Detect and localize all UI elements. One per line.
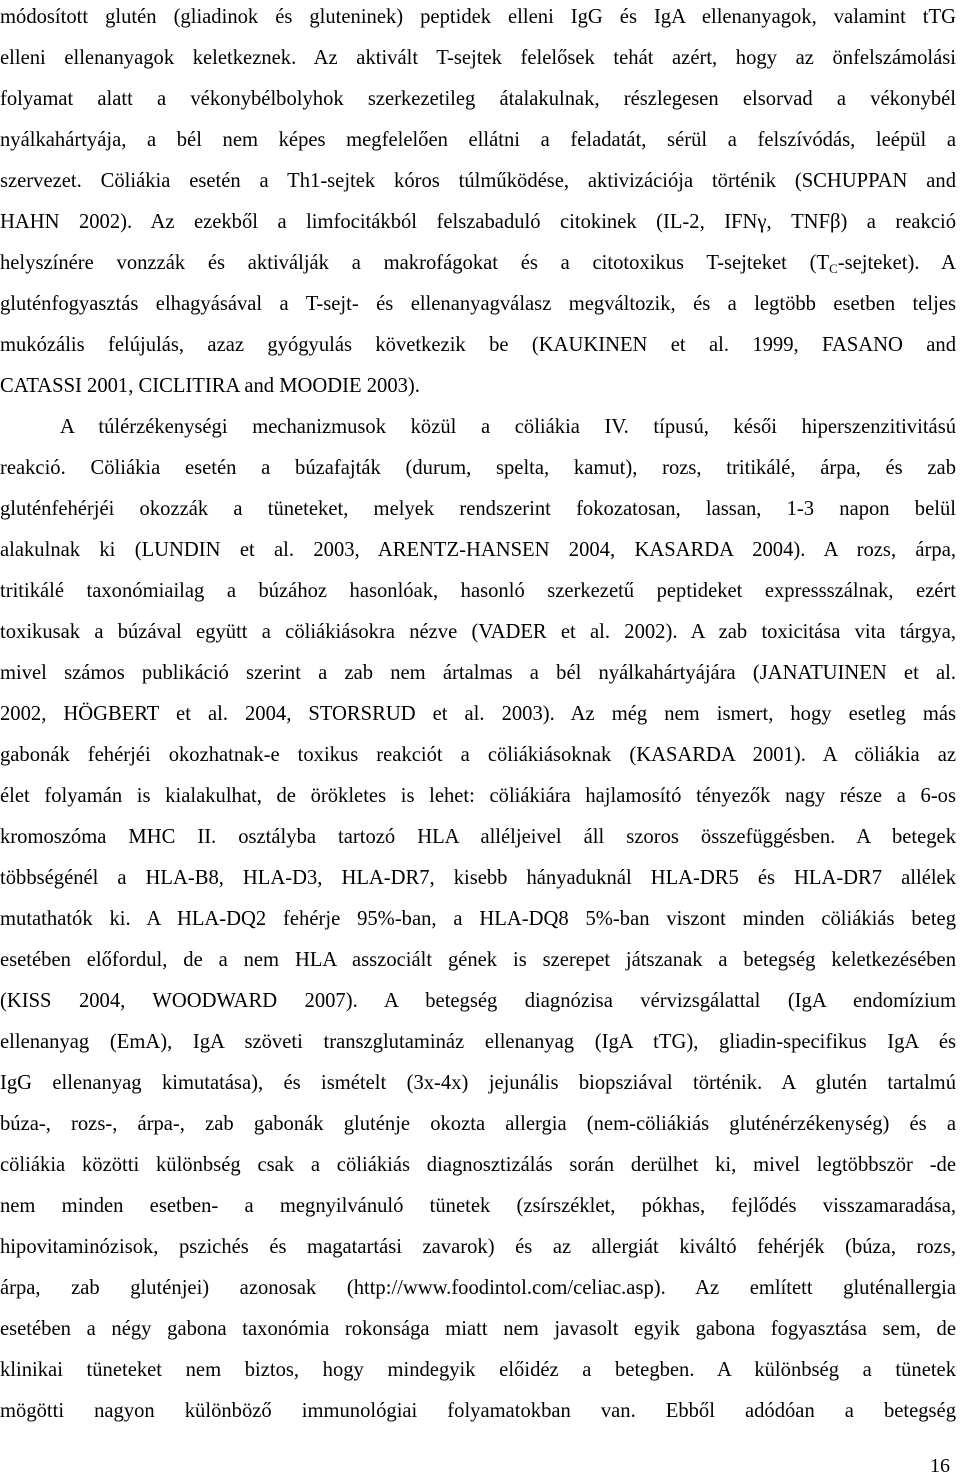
text-line: búza-, rozs-, árpa-, zab gabonák gluténje okozta allergia (nem-cöliákiás gluténérzékenység) és a	[0, 1113, 956, 1135]
text-line: elleni ellenanyagok keletkeznek. Az aktivált T-sejtek felelősek tehát azért, hogy az önfelszámolási	[0, 47, 956, 69]
text-line: szervezet. Cöliákia esetén a Th1-sejtek kóros túlműködése, aktivizációja történik (SCHUPPAN and	[0, 170, 956, 192]
text-line: gabonák fehérjéi okozhatnak-e toxikus reakciót a cöliákiásoknak (KASARDA 2001). A cöliákia az	[0, 744, 956, 766]
text-line: CATASSI 2001, CICLITIRA and MOODIE 2003).	[0, 375, 420, 397]
text-line: mögötti nagyon különböző immunológiai folyamatokban van. Ebből adódóan a betegség	[0, 1400, 956, 1422]
text-line: árpa, zab gluténjei) azonosak (http://www.foodintol.com/celiac.asp). Az említett gluténallergia	[0, 1277, 956, 1299]
text-line: ellenanyag (EmA), IgA szöveti transzglutamináz ellenanyag (IgA tTG), gliadin-specifikus IgA és	[0, 1031, 956, 1053]
text-line: IgG ellenanyag kimutatása), és ismételt (3x-4x) jejunális biopsziával történik. A glutén tartalmú	[0, 1072, 956, 1094]
text-line: módosított glutén (gliadinok és gluteninek) peptidek elleni IgG és IgA ellenanyagok, valamint tTG	[0, 6, 956, 28]
subscript: C	[829, 261, 838, 276]
text-line: mutathatók ki. A HLA-DQ2 fehérje 95%-ban, a HLA-DQ8 5%-ban viszont minden cöliákiás beteg	[0, 908, 956, 930]
text-line: kromoszóma MHC II. osztályba tartozó HLA alléljeivel áll szoros összefüggésben. A betegek	[0, 826, 956, 848]
text-segment: helyszínére vonzzák és aktiválják a makrofágokat és a citotoxikus T-sejteket (T	[0, 252, 830, 274]
text-line: alakulnak ki (LUNDIN et al. 2003, ARENTZ-HANSEN 2004, KASARDA 2004). A rozs, árpa,	[0, 539, 956, 561]
text-segment: -sejteket). A	[837, 252, 956, 274]
text-line: HAHN 2002). Az ezekből a limfocitákból felszabaduló citokinek (IL-2, IFNγ, TNFβ) a reakció	[0, 211, 956, 233]
text-line: 2002, HÖGBERT et al. 2004, STORSRUD et al. 2003). Az még nem ismert, hogy esetleg más	[0, 703, 956, 725]
text-line: folyamat alatt a vékonybélbolyhok szerkezetileg átalakulnak, részlegesen elsorvad a vékonybél	[0, 88, 956, 110]
text-line: cöliákia közötti különbség csak a cöliákiás diagnosztizálás során derülhet ki, mivel legtöbbször -de	[0, 1154, 956, 1176]
text-line: toxikusak a búzával együtt a cöliákiásokra nézve (VADER et al. 2002). A zab toxicitása vita tárgya,	[0, 621, 956, 643]
text-line: hipovitaminózisok, pszichés és magatartási zavarok) és az allergiát kiváltó fehérjék (búza, rozs,	[0, 1236, 956, 1258]
text-line: esetében előfordul, de a nem HLA asszociált gének is szerepet játszanak a betegség keletkezésében	[0, 949, 956, 971]
text-line: klinikai tüneteket nem biztos, hogy mindegyik előidéz a betegben. A különbség a tünetek	[0, 1359, 956, 1381]
text-line: élet folyamán is kialakulhat, de örökletes is lehet: cöliákiára hajlamosító tényezők nagy része a 6-os	[0, 785, 956, 807]
text-line: esetében a négy gabona taxonómia rokonsága miatt nem javasolt egyik gabona fogyasztása sem, de	[0, 1318, 956, 1340]
page-number: 16	[930, 1455, 950, 1477]
text-line: tritikálé taxonómiailag a búzához hasonlóak, hasonló szerkezetű peptideket expressszálnak, ezért	[0, 580, 956, 602]
text-line: többségénél a HLA-B8, HLA-D3, HLA-DR7, kisebb hányaduknál HLA-DR5 és HLA-DR7 allélek	[0, 867, 956, 889]
text-line: mukózális felújulás, azaz gyógyulás következik be (KAUKINEN et al. 1999, FASANO and	[0, 334, 956, 356]
text-line: nem minden esetben- a megnyilvánuló tünetek (zsírszéklet, pókhas, fejlődés visszamaradása,	[0, 1195, 956, 1217]
text-line-with-subscript	[0, 248, 956, 278]
text-line: gluténfehérjéi okozzák a tüneteket, melyek rendszerint fokozatosan, lassan, 1-3 napon belül	[0, 498, 956, 520]
text-line: nyálkahártyája, a bél nem képes megfelelően ellátni a feladatát, sérül a felszívódás, leépül a	[0, 129, 956, 151]
text-line: mivel számos publikáció szerint a zab nem ártalmas a bél nyálkahártyájára (JANATUINEN et al.	[0, 662, 956, 684]
paragraph-first-line: A túlérzékenységi mechanizmusok közül a cöliákia IV. típusú, késői hiperszenzitivitású	[60, 416, 956, 438]
text-line: reakció. Cöliákia esetén a búzafajták (durum, spelta, kamut), rozs, tritikálé, árpa, és zab	[0, 457, 956, 479]
text-line: gluténfogyasztás elhagyásával a T-sejt- és ellenanyagválasz megváltozik, és a legtöbb esetben teljes	[0, 293, 956, 315]
text-line: (KISS 2004, WOODWARD 2007). A betegség diagnózisa vérvizsgálattal (IgA endomízium	[0, 990, 956, 1012]
